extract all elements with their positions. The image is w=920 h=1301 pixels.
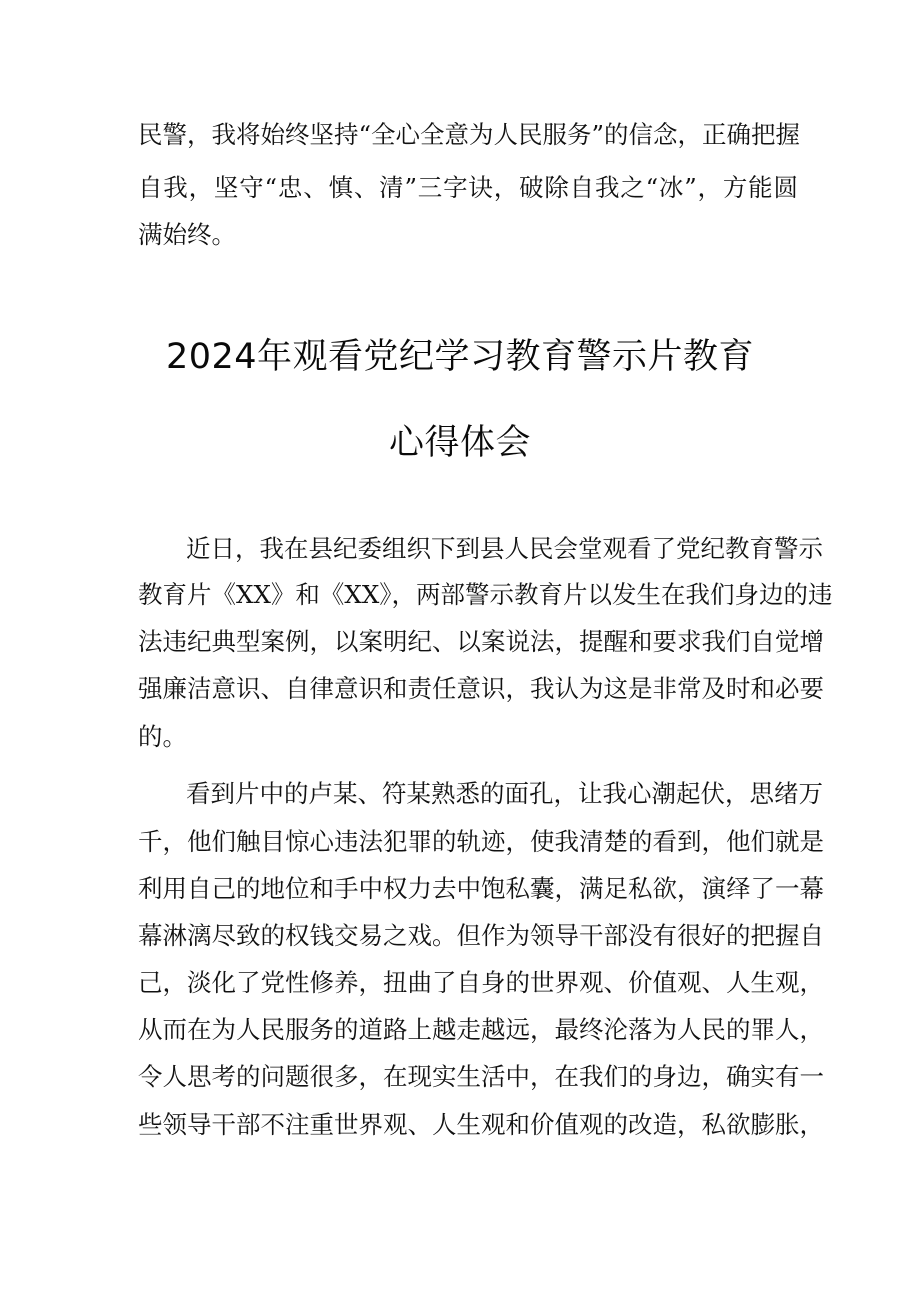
- text-line: 利用自己的地位和手中权力去中饱私囊，满足私欲，演绎了一幕: [138, 874, 824, 903]
- text-line: 满始终。: [138, 220, 236, 249]
- text-line: 己，淡化了党性修养，扭曲了自身的世界观、价值观、人生观，: [138, 968, 824, 997]
- text-line: 看到片中的卢某、符某熟悉的面孔，让我心潮起伏，思绪万: [186, 779, 823, 808]
- text-line: 千，他们触目惊心违法犯罪的轨迹，使我清楚的看到，他们就是: [138, 827, 824, 856]
- text-line: 近日，我在县纪委组织下到县人民会堂观看了党纪教育警示: [186, 534, 823, 563]
- text-line: 法违纪典型案例，以案明纪、以案说法，提醒和要求我们自觉增: [138, 627, 824, 656]
- text-line: 自我，坚守“忠、慎、清”三字诀，破除自我之“冰”，方能圆: [138, 173, 798, 202]
- text-line: 民警，我将始终坚持“全心全意为人民服务”的信念，正确把握: [138, 120, 801, 149]
- text-line: 教育片《XX》和《XX》，两部警示教育片以发生在我们身边的违: [138, 580, 833, 609]
- text-line: 强廉洁意识、自律意识和责任意识，我认为这是非常及时和必要: [138, 674, 824, 703]
- text-line: 些领导干部不注重世界观、人生观和价值观的改造，私欲膨胀，: [138, 1110, 824, 1139]
- text-line: 从而在为人民服务的道路上越走越远，最终沦落为人民的罪人，: [138, 1015, 824, 1044]
- document-title-line-1: 2024年观看党纪学习教育警示片教育: [165, 337, 755, 377]
- text-line: 令人思考的问题很多，在现实生活中，在我们的身边，确实有一: [138, 1062, 824, 1091]
- text-line: 幕淋漓尽致的权钱交易之戏。但作为领导干部没有很好的把握自: [138, 921, 824, 950]
- document-title-line-2: 心得体会: [388, 423, 531, 463]
- text-line: 的。: [138, 722, 187, 751]
